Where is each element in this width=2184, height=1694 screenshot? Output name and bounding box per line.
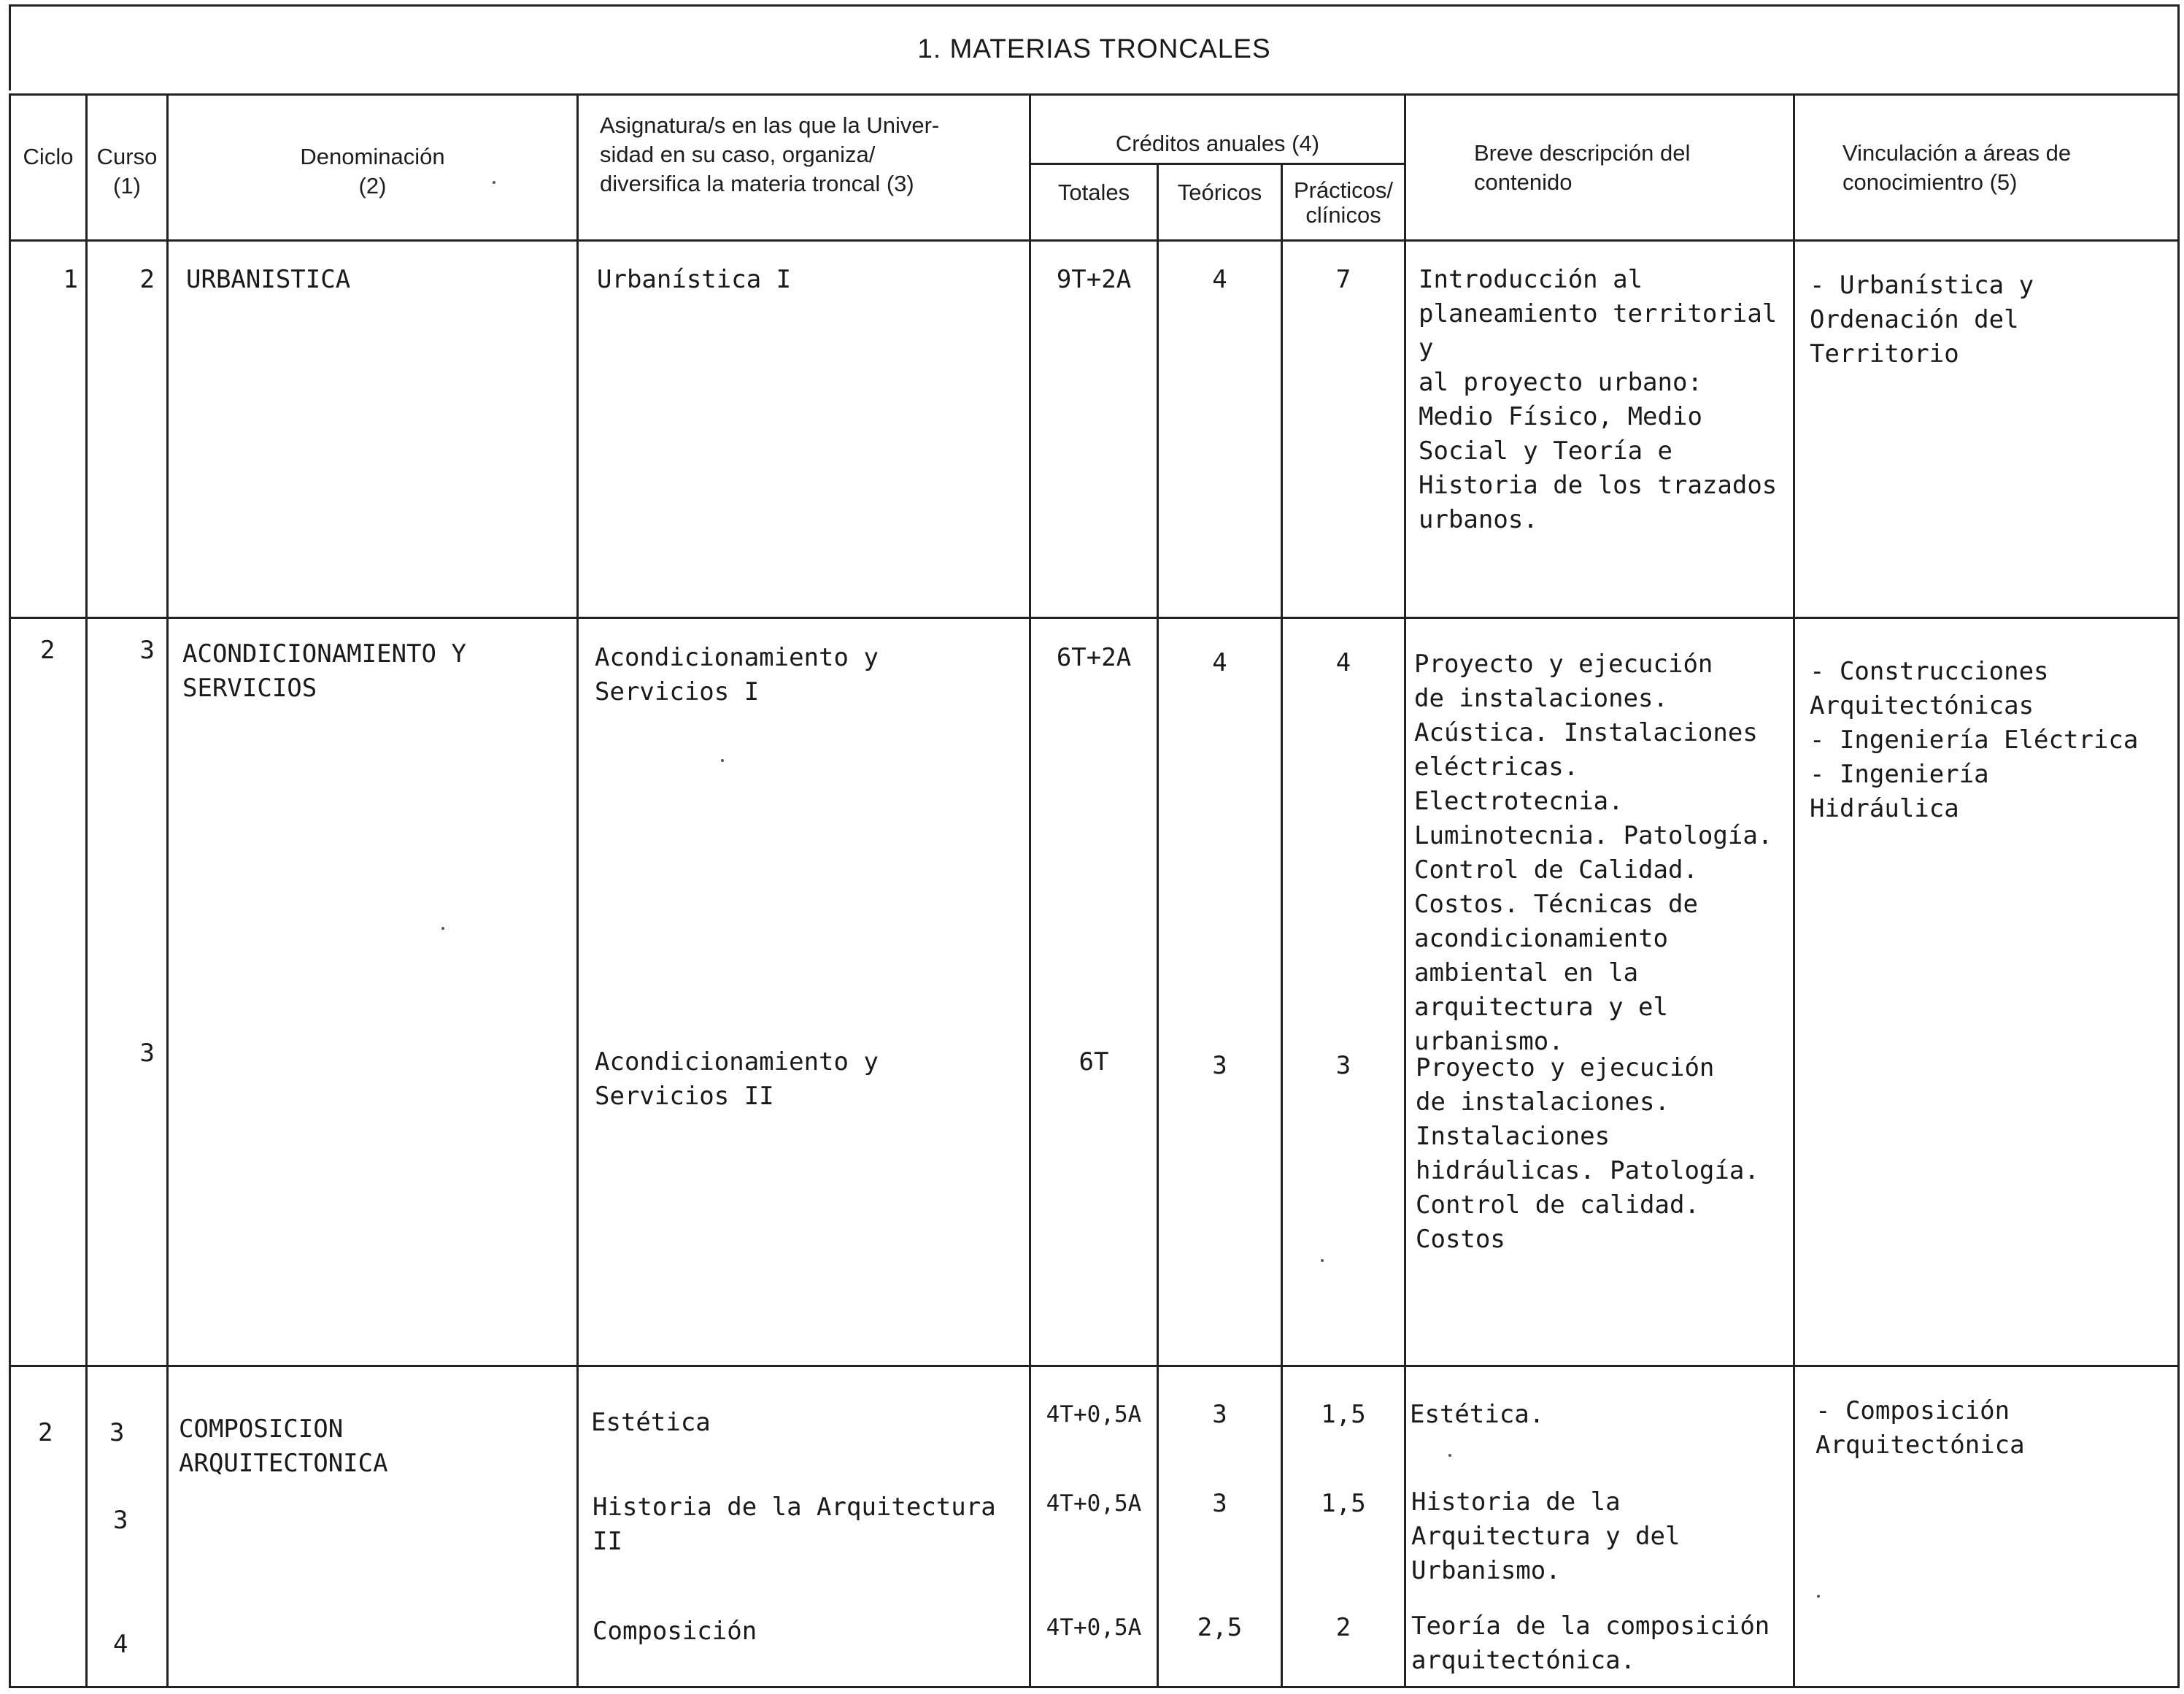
row5-descripcion: Historia de la Arquitectura y del Urbanismo.: [1411, 1487, 1681, 1585]
row1-curso: 2: [139, 265, 155, 294]
row5-teoricos: 3: [1212, 1489, 1227, 1518]
col-divider-ciclo: [85, 93, 88, 1688]
header-ciclo: Ciclo: [23, 144, 74, 169]
col-divider-totales: [1157, 163, 1159, 1688]
rule-group-2: [9, 1365, 2180, 1367]
row4-ciclo: 2: [38, 1418, 53, 1447]
row2-vinculacion: - Construcciones Arquitectónicas - Ingeniería Eléctrica - Ingeniería Hidráulica: [1810, 657, 2139, 823]
rule-bottom: [9, 1686, 2180, 1688]
row2-practicos: 4: [1335, 648, 1351, 677]
row4-practicos: 1,5: [1321, 1400, 1366, 1429]
row2-curso: 3: [139, 636, 155, 665]
row4-asignatura: Estética: [591, 1408, 711, 1437]
scan-speck: [1817, 1595, 1820, 1598]
row1-practicos: 7: [1335, 265, 1351, 294]
row6-practicos: 2: [1335, 1613, 1351, 1642]
rule-header-bottom: [9, 239, 2180, 242]
row2-descripcion: Proyecto y ejecución de instalaciones. Acústica. Instalaciones eléctricas. Electrotecnia. Luminotecnia. Patología. Control de Calidad. Costos. Técnicas de acondicionamiento ambiental en la arquitectura y el urbanismo.: [1414, 650, 1773, 1056]
row1-denominacion: URBANISTICA: [186, 265, 351, 294]
row6-curso: 4: [113, 1630, 128, 1659]
header-vinculacion: Vinculación a áreas de conocimientro (5): [1842, 140, 2072, 195]
row5-practicos: 1,5: [1321, 1489, 1366, 1518]
row6-asignatura: Composición: [593, 1617, 757, 1646]
row6-descripcion: Teoría de la composición arquitectónica.: [1411, 1612, 1770, 1675]
row3-asignatura: Acondicionamiento y Servicios II: [595, 1047, 879, 1111]
col-divider-asignatura: [1029, 93, 1031, 1688]
row4-curso: 3: [109, 1418, 125, 1447]
scan-speck: [1321, 1259, 1324, 1262]
border-right: [2177, 4, 2180, 1688]
row4-vinculacion: - Composición Arquitectónica: [1816, 1396, 2025, 1460]
header-creditos: Créditos anuales (4): [1115, 131, 1320, 156]
row1-vinculacion: - Urbanística y Ordenación del Territorio: [1810, 271, 2034, 369]
col-divider-creditos: [1404, 93, 1406, 1688]
col-divider-curso: [166, 93, 169, 1688]
row2-totales: 6T+2A: [1056, 643, 1132, 672]
row3-descripcion: Proyecto y ejecución de instalaciones. Instalaciones hidráulicas. Patología. Control de calidad. Costos: [1416, 1053, 1759, 1254]
row1-descripcion: Introducción al planeamiento territorial y al proyecto urbano: Medio Físico, Medio Social y Teoría e Historia de los trazados urbanos.: [1419, 265, 1778, 534]
scan-speck: [721, 759, 724, 762]
row4-totales: 4T+0,5A: [1046, 1401, 1142, 1428]
table-title: 1. MATERIAS TRONCALES: [9, 4, 2180, 91]
row1-totales: 9T+2A: [1056, 265, 1132, 294]
rule-header-top: [9, 93, 2180, 96]
rule-group-1: [9, 617, 2180, 619]
col-divider-descripcion: [1793, 93, 1795, 1688]
scan-speck: [441, 927, 444, 930]
header-totales: Totales: [1057, 180, 1130, 205]
row1-asignatura: Urbanística I: [597, 265, 792, 294]
row4-teoricos: 3: [1212, 1400, 1227, 1429]
header-descripcion: Breve descripción del contenido: [1474, 140, 1691, 195]
row3-practicos: 3: [1335, 1051, 1351, 1080]
row1-teoricos: 4: [1212, 265, 1227, 294]
border-left: [9, 93, 11, 1688]
row4-denominacion: COMPOSICION ARQUITECTONICA: [179, 1414, 388, 1478]
col-divider-teoricos: [1281, 163, 1283, 1688]
row2-ciclo: 2: [40, 636, 55, 665]
row3-totales: 6T: [1079, 1047, 1109, 1077]
row6-teoricos: 2,5: [1197, 1613, 1243, 1642]
row4-descripcion: Estética.: [1410, 1400, 1545, 1429]
row6-totales: 4T+0,5A: [1046, 1614, 1142, 1641]
header-teoricos: Teóricos: [1177, 180, 1262, 205]
row1-ciclo: 1: [63, 265, 78, 294]
scan-speck: [493, 181, 495, 184]
scan-speck: [1448, 1454, 1451, 1457]
header-practicos: Prácticos/ clínicos: [1293, 177, 1394, 228]
row5-asignatura: Historia de la Arquitectura II: [593, 1493, 996, 1556]
header-denominacion: Denominación (2): [300, 144, 445, 199]
col-divider-denominacion: [576, 93, 579, 1688]
row2-denominacion: ACONDICIONAMIENTO Y SERVICIOS: [182, 639, 466, 703]
header-curso: Curso (1): [96, 144, 158, 199]
row3-teoricos: 3: [1212, 1051, 1227, 1080]
header-asignaturas: Asignatura/s en las que la Univer- sidad en su caso, organiza/ diversifica la materia troncal (3): [600, 112, 940, 196]
row3-curso: 3: [139, 1039, 155, 1068]
row5-curso: 3: [113, 1506, 128, 1535]
row2-teoricos: 4: [1212, 648, 1227, 677]
row5-totales: 4T+0,5A: [1046, 1490, 1142, 1517]
rule-credit-split: [1029, 163, 1404, 165]
row2-asignatura: Acondicionamiento y Servicios I: [595, 643, 879, 707]
